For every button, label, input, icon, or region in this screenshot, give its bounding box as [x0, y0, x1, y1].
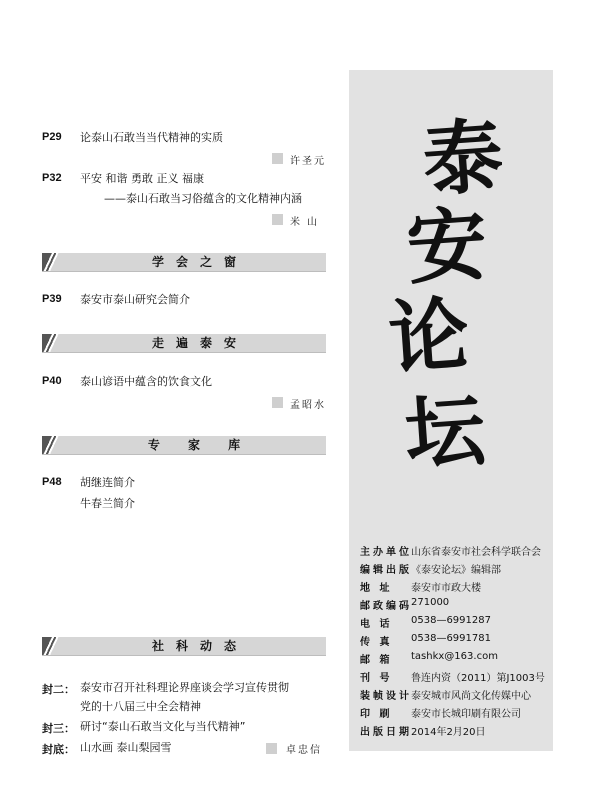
- author-marker-icon: [272, 397, 283, 408]
- section-header: [42, 334, 326, 353]
- info-value: 泰安市长城印刷有限公司: [411, 709, 521, 720]
- info-label: 刊 号: [360, 673, 393, 684]
- info-label: 邮政编码: [360, 601, 412, 612]
- info-label: 地 址: [360, 583, 393, 594]
- stripe-icon: [42, 436, 74, 454]
- masthead-char: 安: [403, 196, 491, 296]
- info-label: 传 真: [360, 637, 393, 648]
- info-value: 0538—6991287: [411, 615, 491, 626]
- cover-item[interactable]: 山水画 泰山梨园雪: [80, 741, 172, 754]
- cover-label: 封三：: [42, 722, 75, 735]
- article-author: 卓忠信: [286, 745, 322, 756]
- info-label: 电 话: [360, 619, 393, 630]
- info-label: 邮 箱: [360, 655, 393, 666]
- info-label: 印 刷: [360, 709, 393, 720]
- author-marker-icon: [266, 743, 277, 754]
- stripe-icon: [42, 637, 74, 655]
- author-marker-icon: [272, 153, 283, 164]
- info-value: 山东省泰安市社会科学联合会: [411, 547, 541, 558]
- masthead-panel: [349, 70, 553, 751]
- info-value: 0538—6991781: [411, 633, 491, 644]
- cover-label: 封底：: [42, 743, 75, 756]
- page-number: P29: [42, 131, 62, 143]
- article-author: 许圣元: [290, 156, 326, 167]
- article-author: 米 山: [290, 217, 320, 228]
- masthead-char: 泰: [419, 108, 507, 208]
- masthead-char: 论: [385, 286, 473, 386]
- section-title: 社科动态: [151, 639, 248, 653]
- info-label: 出版日期: [360, 727, 412, 738]
- info-value: 泰安市市政大楼: [411, 583, 481, 594]
- section-title: 走遍泰安: [151, 336, 248, 350]
- article-author: 孟昭水: [290, 400, 326, 411]
- article-title[interactable]: 平安 和谐 勇敢 正义 福康: [80, 172, 204, 185]
- section-title: 学会之窗: [151, 255, 248, 269]
- article-title[interactable]: 论泰山石敢当当代精神的实质: [80, 131, 223, 144]
- stripe-icon: [42, 334, 74, 352]
- section-title: 专 家 库: [147, 438, 253, 452]
- page-number: P39: [42, 293, 62, 305]
- stripe-icon: [42, 253, 74, 271]
- info-value: 《泰安论坛》编辑部: [411, 565, 501, 576]
- article-title[interactable]: 泰安市泰山研究会简介: [80, 293, 190, 306]
- info-value[interactable]: tashkx@163.com: [411, 651, 498, 662]
- section-header: [42, 436, 326, 455]
- info-label: 装帧设计: [360, 691, 412, 702]
- info-value: 2014年2月20日: [411, 727, 486, 738]
- info-value: 泰安城市风尚文化传媒中心: [411, 691, 531, 702]
- author-marker-icon: [272, 214, 283, 225]
- article-title[interactable]: 胡继连简介: [80, 476, 135, 489]
- page-number: P40: [42, 375, 62, 387]
- masthead-char: 坛: [401, 382, 489, 482]
- article-title[interactable]: 泰山谚语中蕴含的饮食文化: [80, 375, 212, 388]
- cover-item[interactable]: 研讨“泰山石敢当文化与当代精神”: [80, 720, 246, 733]
- cover-label: 封二：: [42, 683, 75, 696]
- cover-item[interactable]: 党的十八届三中全会精神: [80, 700, 201, 713]
- article-title[interactable]: 牛春兰简介: [80, 497, 135, 510]
- info-value: 鲁连内资（2011）第J1003号: [411, 673, 545, 684]
- article-subtitle[interactable]: ——泰山石敢当习俗蕴含的文化精神内涵: [104, 192, 302, 205]
- page-number: P32: [42, 172, 62, 184]
- section-header: [42, 637, 326, 656]
- page-number: P48: [42, 476, 62, 488]
- info-label: 编辑出版: [360, 565, 412, 576]
- info-label: 主办单位: [360, 547, 412, 558]
- section-header: [42, 253, 326, 272]
- cover-item[interactable]: 泰安市召开社科理论界座谈会学习宣传贯彻: [80, 681, 289, 694]
- info-value: 271000: [411, 597, 450, 608]
